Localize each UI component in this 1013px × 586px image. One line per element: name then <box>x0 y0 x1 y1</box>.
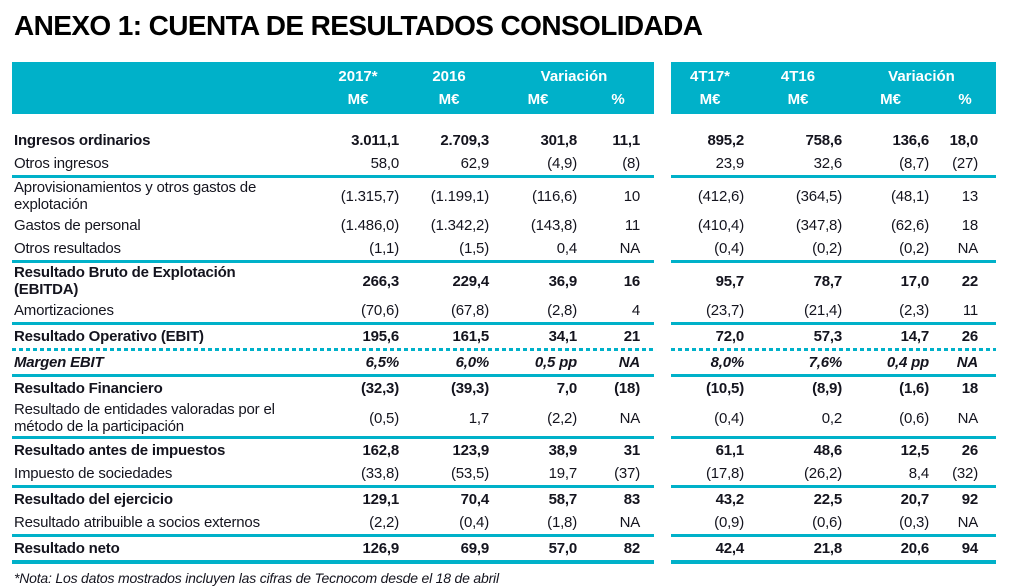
cell-value: 195,6 <box>362 328 399 345</box>
separator-segment <box>12 260 654 263</box>
separator-segment <box>671 322 996 325</box>
cell-value: NA <box>619 514 640 531</box>
cell-value: (48,1) <box>891 187 929 205</box>
header-period-row <box>12 65 654 88</box>
cell-value: 14,7 <box>900 328 929 345</box>
table-row <box>12 237 996 260</box>
cell-value: (21,4) <box>804 302 842 319</box>
cell-value: 18 <box>961 217 978 234</box>
table-row <box>12 488 996 511</box>
row-label: Impuesto de sociedades <box>14 465 173 482</box>
separator-line <box>12 374 996 377</box>
cell-value: (0,9) <box>714 514 744 531</box>
unit-header-me: M€ <box>347 91 369 108</box>
separator-segment <box>12 534 654 537</box>
separator-gap <box>654 322 671 325</box>
cell-value: (1,6) <box>899 380 929 397</box>
unit-header-me: M€ <box>527 91 549 108</box>
cell-value: (37) <box>614 465 640 482</box>
cell-value: 48,6 <box>813 442 842 459</box>
cell-value: (8,9) <box>812 380 842 397</box>
separator-gap <box>654 175 671 178</box>
cell-value: 4 <box>631 302 640 319</box>
cell-value: (0,6) <box>812 514 842 531</box>
separator-segment <box>12 485 654 488</box>
cell-value: (0,5) <box>369 409 399 427</box>
separator-gap <box>654 485 671 488</box>
cell-value: 0,4 pp <box>886 354 929 371</box>
cell-value: (26,2) <box>804 465 842 482</box>
cell-value: (2,8) <box>547 302 577 319</box>
cell-value: 126,9 <box>362 540 399 557</box>
cell-value: NA <box>957 514 978 531</box>
separator-gap <box>654 348 671 351</box>
cell-value: (143,8) <box>530 217 577 234</box>
table-row <box>12 351 996 374</box>
separator-line <box>12 175 996 178</box>
cell-value: 32,6 <box>813 155 842 172</box>
cell-value: 2.709,3 <box>440 132 489 149</box>
table-row <box>12 400 996 436</box>
cell-value: (33,8) <box>361 465 399 482</box>
cell-value: 16 <box>623 272 640 290</box>
cell-value: (8,7) <box>899 155 929 172</box>
cell-value: (0,4) <box>459 514 489 531</box>
cell-value: 20,6 <box>900 540 929 557</box>
table-row <box>12 377 996 400</box>
column-header-4t16: 4T16 <box>780 68 816 85</box>
cell-value: 758,6 <box>805 132 842 149</box>
separator-segment <box>12 348 654 351</box>
cell-value: 22,5 <box>813 491 842 508</box>
table-header <box>12 62 996 114</box>
header-annual-block <box>12 62 654 114</box>
separator-segment <box>671 534 996 537</box>
separator-segment <box>12 374 654 377</box>
cell-value: 13 <box>961 187 978 205</box>
cell-value: (27) <box>952 155 978 172</box>
unit-header-pct: % <box>958 91 972 108</box>
cell-value: (0,2) <box>899 240 929 257</box>
footnote: *Nota: Los datos mostrados incluyen las cifras de Tecnocom desde el 18 de abril <box>14 570 499 586</box>
row-label: Resultado Financiero <box>14 380 163 397</box>
cell-value: 11,1 <box>612 132 640 149</box>
cell-value: (70,6) <box>361 302 399 319</box>
cell-value: 0,5 pp <box>534 354 577 371</box>
cell-value: 23,9 <box>715 155 744 172</box>
row-label: Resultado de entidades valoradas por el método de la participación <box>14 401 275 435</box>
cell-value: 82 <box>623 540 640 557</box>
separator-line <box>12 436 996 439</box>
cell-value: (0,4) <box>714 409 744 427</box>
table-row <box>12 129 996 152</box>
unit-header-me: M€ <box>699 91 721 108</box>
separator-segment <box>671 436 996 439</box>
cell-value: 301,8 <box>540 132 577 149</box>
cell-value: 0,4 <box>556 240 577 257</box>
cell-value: 26 <box>961 442 978 459</box>
row-label: Ingresos ordinarios <box>14 132 151 149</box>
cell-value: 42,4 <box>715 540 744 557</box>
row-label: Resultado antes de impuestos <box>14 442 226 459</box>
cell-value: 34,1 <box>548 328 577 345</box>
row-label: Resultado atribuible a socios externos <box>14 514 260 531</box>
column-header-variation-quarterly: Variación <box>888 68 955 85</box>
cell-value: (364,5) <box>795 187 842 205</box>
cell-value: (4,9) <box>547 155 577 172</box>
separator-segment <box>671 560 996 564</box>
cell-value: (116,6) <box>531 187 577 205</box>
cell-value: 31 <box>623 442 640 459</box>
cell-value: 58,7 <box>548 491 577 508</box>
cell-value: (412,6) <box>697 187 744 205</box>
cell-value: 69,9 <box>460 540 489 557</box>
table-row <box>12 152 996 175</box>
header-unit-row <box>671 88 996 111</box>
cell-value: (0,6) <box>899 409 929 427</box>
table-row <box>12 537 996 560</box>
cell-value: 129,1 <box>362 491 399 508</box>
cell-value: (23,7) <box>706 302 744 319</box>
income-statement-table <box>12 62 996 586</box>
cell-value: 61,1 <box>715 442 744 459</box>
separator-gap <box>654 560 671 563</box>
cell-value: 20,7 <box>900 491 929 508</box>
unit-header-me: M€ <box>880 91 901 108</box>
row-label: Otros resultados <box>14 240 121 257</box>
cell-value: (1.486,0) <box>340 217 399 234</box>
cell-value: 11 <box>624 217 640 234</box>
row-label: Resultado Bruto de Explotación (EBITDA) <box>14 264 236 298</box>
cell-value: (0,4) <box>714 240 744 257</box>
cell-value: (1.199,1) <box>430 187 489 205</box>
separator-segment <box>671 485 996 488</box>
cell-value: 18,0 <box>949 132 978 149</box>
cell-value: 229,4 <box>452 272 489 290</box>
cell-value: 0,2 <box>821 409 842 427</box>
table-body <box>12 129 996 564</box>
cell-value: (0,2) <box>812 240 842 257</box>
cell-value: 78,7 <box>813 272 842 290</box>
cell-value: (2,2) <box>547 409 577 427</box>
separator-gap <box>654 436 671 439</box>
column-header-2016: 2016 <box>432 68 466 85</box>
header-period-row <box>671 65 996 88</box>
cell-value: (18) <box>614 380 640 397</box>
cell-value: 94 <box>961 540 978 557</box>
cell-value: 136,6 <box>892 132 929 149</box>
cell-value: 1,7 <box>468 409 489 427</box>
cell-value: 17,0 <box>900 272 929 290</box>
cell-value: 21,8 <box>813 540 842 557</box>
cell-value: 58,0 <box>370 155 399 172</box>
table-row <box>12 511 996 534</box>
cell-value: (67,8) <box>451 302 489 319</box>
cell-value: (32) <box>952 465 978 482</box>
cell-value: (1.342,2) <box>430 217 489 234</box>
cell-value: 95,7 <box>715 272 744 290</box>
cell-value: 92 <box>961 491 978 508</box>
cell-value: 10 <box>623 187 640 205</box>
cell-value: (347,8) <box>795 217 842 234</box>
separator-segment <box>671 374 996 377</box>
header-quarterly-block <box>671 62 996 114</box>
cell-value: 72,0 <box>715 328 744 345</box>
cell-value: NA <box>956 354 978 371</box>
separator-line <box>12 348 996 351</box>
separator-line <box>12 260 996 263</box>
cell-value: 83 <box>623 491 640 508</box>
cell-value: 6,5% <box>365 354 399 371</box>
separator-segment <box>12 322 654 325</box>
cell-value: (410,4) <box>697 217 744 234</box>
cell-value: 21 <box>623 328 640 345</box>
separator-line <box>12 322 996 325</box>
cell-value: 57,3 <box>813 328 842 345</box>
cell-value: 8,4 <box>908 465 929 482</box>
row-label: Aprovisionamientos y otros gastos de explotación <box>14 179 257 213</box>
separator-segment <box>671 260 996 263</box>
cell-value: 26 <box>961 328 978 345</box>
separator-gap <box>654 260 671 263</box>
row-label: Resultado neto <box>14 540 120 557</box>
cell-value: 19,7 <box>548 465 577 482</box>
cell-value: (17,8) <box>706 465 744 482</box>
cell-value: (8) <box>622 155 640 172</box>
header-block-gap <box>654 62 671 114</box>
cell-value: 62,9 <box>460 155 489 172</box>
cell-value: (0,3) <box>899 514 929 531</box>
cell-value: (32,3) <box>361 380 399 397</box>
row-label: Margen EBIT <box>14 354 104 371</box>
separator-segment <box>671 348 996 351</box>
table-row <box>12 178 996 214</box>
cell-value: 22 <box>961 272 978 290</box>
cell-value: (53,5) <box>451 465 489 482</box>
cell-value: 12,5 <box>900 442 929 459</box>
table-row <box>12 263 996 299</box>
cell-value: NA <box>618 354 640 371</box>
page-title: ANEXO 1: CUENTA DE RESULTADOS CONSOLIDADA <box>14 10 703 41</box>
column-header-variation-annual: Variación <box>540 68 608 85</box>
cell-value: 7,6% <box>808 354 842 371</box>
separator-segment <box>12 560 654 564</box>
cell-value: NA <box>619 409 640 427</box>
cell-value: NA <box>957 240 978 257</box>
cell-value: NA <box>957 409 978 427</box>
cell-value: (1,1) <box>369 240 399 257</box>
cell-value: (2,2) <box>369 514 399 531</box>
table-row <box>12 214 996 237</box>
header-unit-row <box>12 88 654 111</box>
separator-line <box>12 560 996 564</box>
table-row <box>12 299 996 322</box>
unit-header-pct: % <box>611 91 625 108</box>
cell-value: (10,5) <box>706 380 744 397</box>
cell-value: (1,5) <box>459 240 489 257</box>
table-row <box>12 462 996 485</box>
cell-value: 162,8 <box>362 442 399 459</box>
row-label: Gastos de personal <box>14 217 141 234</box>
cell-value: 123,9 <box>452 442 489 459</box>
separator-line <box>12 485 996 488</box>
cell-value: 57,0 <box>548 540 577 557</box>
cell-value: (1,8) <box>547 514 577 531</box>
cell-value: (1.315,7) <box>340 187 399 205</box>
cell-value: 18 <box>961 380 978 397</box>
separator-gap <box>654 534 671 537</box>
table-row <box>12 439 996 462</box>
column-header-2017: 2017* <box>338 68 378 85</box>
unit-header-me: M€ <box>438 91 460 108</box>
unit-header-me: M€ <box>787 91 809 108</box>
separator-gap <box>654 374 671 377</box>
table-row <box>12 325 996 348</box>
cell-value: 895,2 <box>707 132 744 149</box>
separator-segment <box>12 175 654 178</box>
cell-value: 36,9 <box>548 272 577 290</box>
cell-value: 266,3 <box>362 272 399 290</box>
row-label: Otros ingresos <box>14 155 109 172</box>
cell-value: 43,2 <box>715 491 744 508</box>
cell-value: 8,0% <box>710 354 744 371</box>
cell-value: 11 <box>962 302 978 319</box>
cell-value: NA <box>619 240 640 257</box>
cell-value: 70,4 <box>460 491 489 508</box>
separator-segment <box>12 436 654 439</box>
row-label: Resultado del ejercicio <box>14 491 173 508</box>
cell-value: 6,0% <box>455 354 489 371</box>
cell-value: (2,3) <box>899 302 929 319</box>
column-header-4t17: 4T17* <box>689 68 731 85</box>
row-label: Resultado Operativo (EBIT) <box>14 328 204 345</box>
separator-line <box>12 534 996 537</box>
cell-value: 3.011,1 <box>351 132 399 149</box>
row-label: Amortizaciones <box>14 302 114 319</box>
cell-value: (62,6) <box>891 217 929 234</box>
cell-value: 161,5 <box>452 328 489 345</box>
cell-value: 7,0 <box>556 380 577 397</box>
cell-value: (39,3) <box>451 380 489 397</box>
separator-segment <box>671 175 996 178</box>
cell-value: 38,9 <box>548 442 577 459</box>
